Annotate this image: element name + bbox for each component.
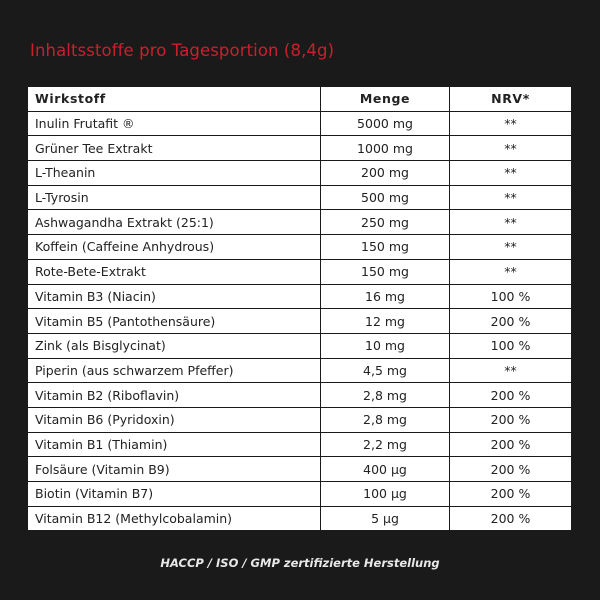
table-row [28,432,572,457]
ingredient-amount: 12 mg [321,309,450,334]
ingredient-name: Folsäure (Vitamin B9) [28,457,321,482]
certification-footer: HACCP / ISO / GMP zertifizierte Herstellung [160,556,440,570]
ingredient-nrv: 200 % [450,457,572,482]
ingredient-amount: 100 µg [321,482,450,507]
table-row [28,358,572,383]
ingredient-name: L-Theanin [28,161,321,186]
ingredient-nrv: ** [450,210,572,235]
ingredient-nrv: 200 % [450,383,572,408]
table-row [28,506,572,531]
header-wirkstoff: Wirkstoff [28,87,321,112]
table-row [28,210,572,235]
ingredient-amount: 5000 mg [321,111,450,136]
ingredient-amount: 4,5 mg [321,358,450,383]
ingredient-amount: 400 µg [321,457,450,482]
table-header-row [28,87,572,112]
table-row [28,111,572,136]
ingredient-nrv: 100 % [450,333,572,358]
table-row [28,185,572,210]
ingredient-nrv: ** [450,136,572,161]
ingredient-name: Rote-Bete-Extrakt [28,259,321,284]
ingredient-nrv: 200 % [450,482,572,507]
ingredient-nrv: 100 % [450,284,572,309]
ingredient-name: Inulin Frutafit ® [28,111,321,136]
ingredient-amount: 500 mg [321,185,450,210]
header-nrv: NRV* [450,87,572,112]
ingredient-amount: 1000 mg [321,136,450,161]
ingredient-amount: 2,2 mg [321,432,450,457]
header-menge: Menge [321,87,450,112]
ingredient-nrv: 200 % [450,432,572,457]
ingredients-table [27,86,572,531]
ingredient-name: Vitamin B12 (Methylcobalamin) [28,506,321,531]
table-row [28,457,572,482]
ingredient-nrv: ** [450,235,572,260]
ingredient-amount: 10 mg [321,333,450,358]
ingredient-name: Piperin (aus schwarzem Pfeffer) [28,358,321,383]
table-row [28,259,572,284]
ingredient-amount: 2,8 mg [321,407,450,432]
ingredient-amount: 2,8 mg [321,383,450,408]
ingredient-nrv: ** [450,111,572,136]
table-row [28,161,572,186]
table-row [28,333,572,358]
ingredient-nrv: 200 % [450,309,572,334]
ingredient-name: Biotin (Vitamin B7) [28,482,321,507]
ingredient-name: Vitamin B1 (Thiamin) [28,432,321,457]
table-row [28,136,572,161]
ingredient-name: Zink (als Bisglycinat) [28,333,321,358]
ingredient-nrv: ** [450,185,572,210]
ingredient-amount: 150 mg [321,235,450,260]
ingredient-name: Vitamin B5 (Pantothensäure) [28,309,321,334]
table-row [28,235,572,260]
ingredient-nrv: ** [450,358,572,383]
table-row [28,482,572,507]
ingredient-nrv: ** [450,161,572,186]
ingredient-amount: 150 mg [321,259,450,284]
ingredient-amount: 16 mg [321,284,450,309]
ingredient-name: Vitamin B3 (Niacin) [28,284,321,309]
ingredient-amount: 200 mg [321,161,450,186]
ingredient-name: Koffein (Caffeine Anhydrous) [28,235,321,260]
ingredient-name: Grüner Tee Extrakt [28,136,321,161]
ingredient-nrv: 200 % [450,407,572,432]
ingredient-amount: 250 mg [321,210,450,235]
page-title: Inhaltsstoffe pro Tagesportion (8,4g) [30,41,335,60]
ingredient-name: Vitamin B2 (Riboflavin) [28,383,321,408]
ingredient-name: Ashwagandha Extrakt (25:1) [28,210,321,235]
table-row [28,383,572,408]
ingredient-name: Vitamin B6 (Pyridoxin) [28,407,321,432]
table-row [28,407,572,432]
ingredient-name: L-Tyrosin [28,185,321,210]
ingredient-nrv: ** [450,259,572,284]
table-row [28,284,572,309]
ingredient-amount: 5 µg [321,506,450,531]
ingredient-nrv: 200 % [450,506,572,531]
table-row [28,309,572,334]
